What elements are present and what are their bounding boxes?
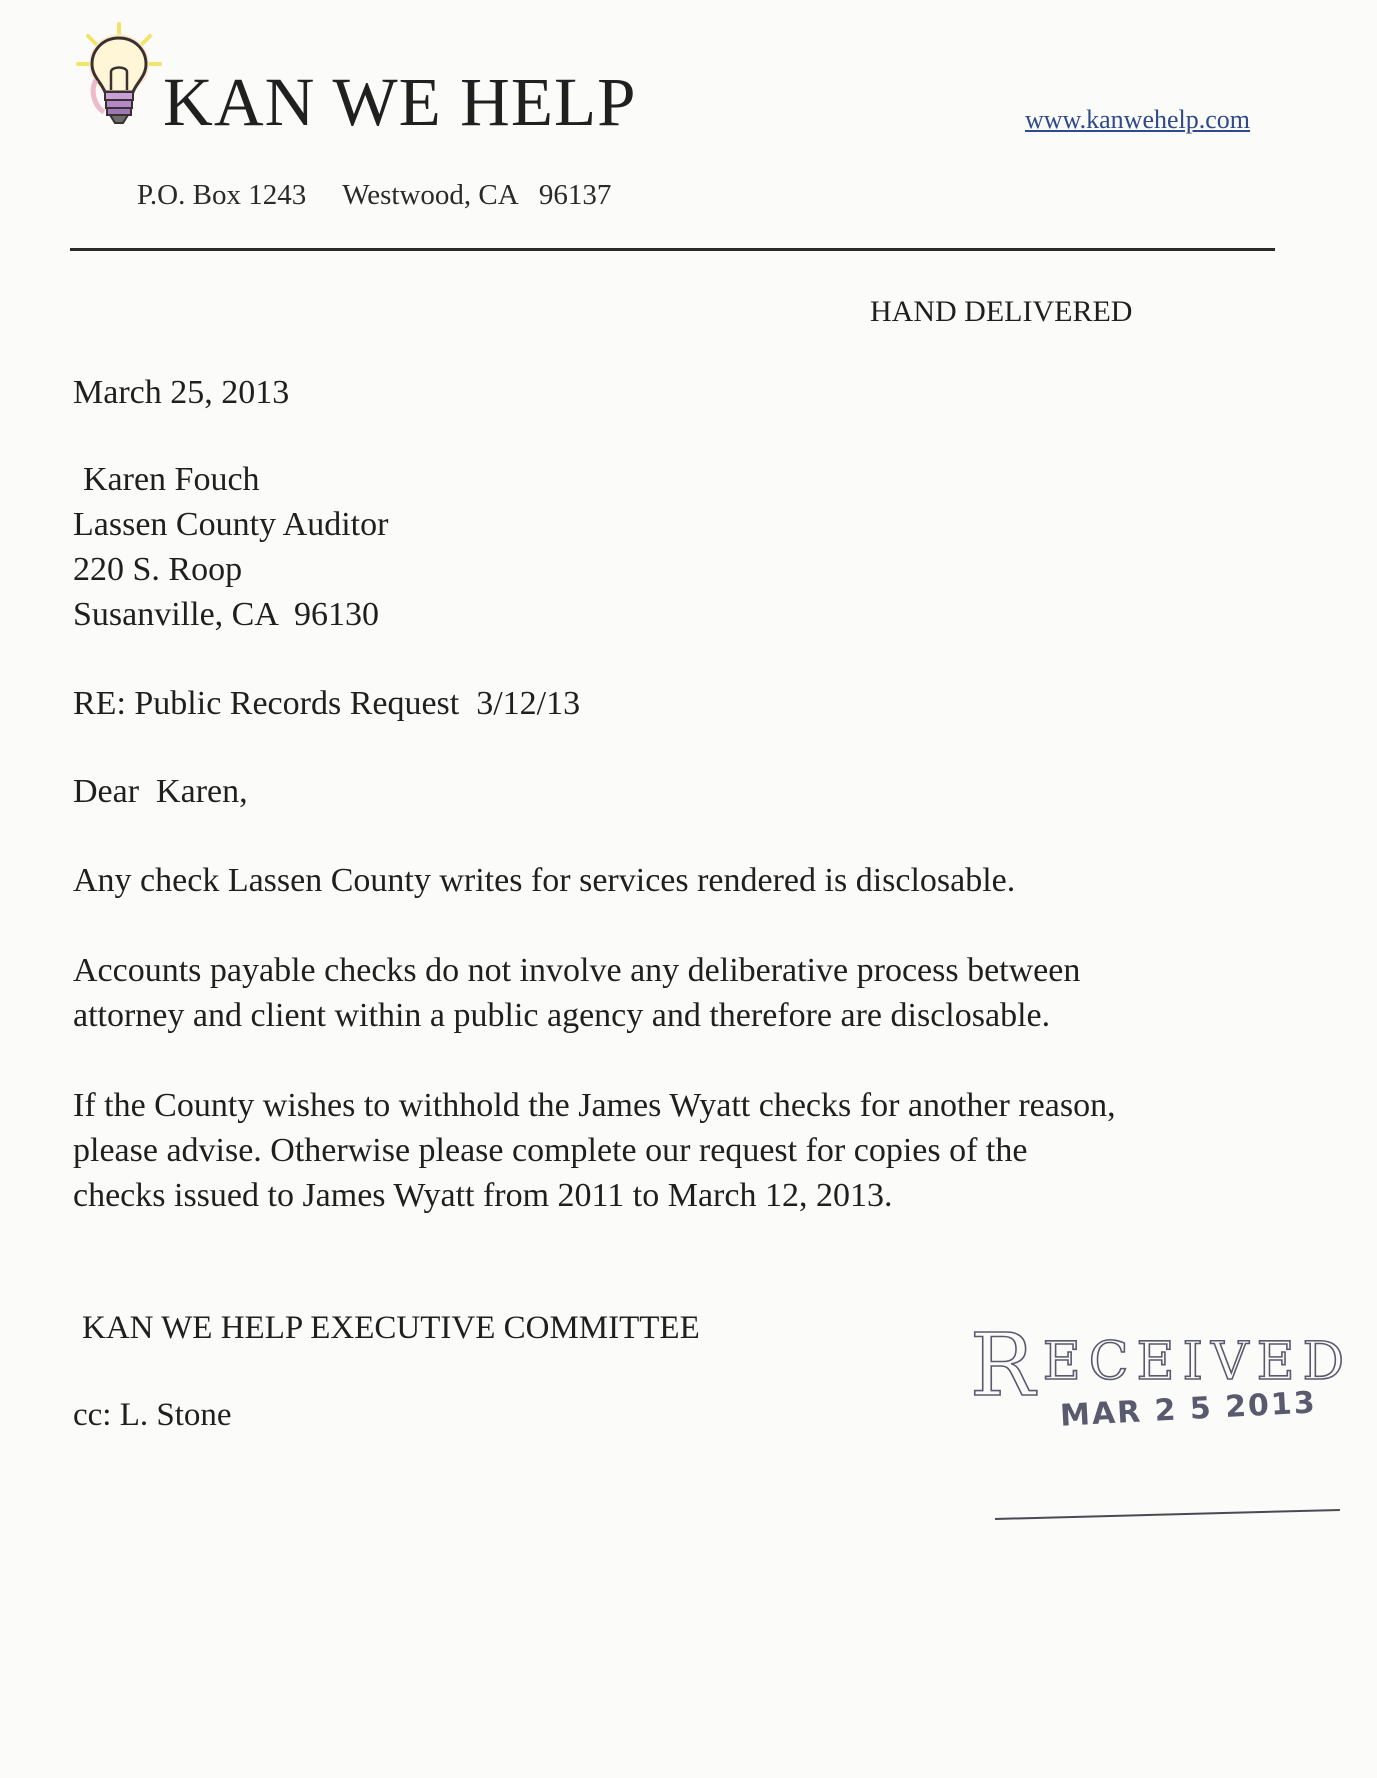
recipient-address [73,457,388,637]
paragraph-3-line-3: checks issued to James Wyatt from 2011 to March 12, 2013. [73,1177,893,1214]
paragraph-2 [73,948,1080,1038]
stamp-signature-line [995,1509,1340,1520]
po-box: P.O. Box 1243 [137,179,307,211]
salutation: Dear Karen, [73,773,248,810]
cc-line: cc: L. Stone [73,1397,232,1433]
paragraph-3-line-1: If the County wishes to withhold the James Wyatt checks for another reason, [73,1087,1116,1124]
received-stamp-initial: R [970,1316,1043,1416]
signature-block: KAN WE HELP EXECUTIVE COMMITTEE [82,1310,700,1346]
received-stamp [970,1300,1353,1460]
recipient-street: 220 S. Roop [73,551,243,588]
paragraph-2-line-2: attorney and client within a public agency and therefore are disclosable. [73,997,1051,1034]
delivery-note: HAND DELIVERED [870,295,1133,328]
website-link[interactable]: www.kanwehelp.com [1025,105,1251,134]
paragraph-1: Any check Lassen County writes for services rendered is disclosable. [73,862,1016,899]
paragraph-3 [73,1083,1116,1218]
recipient-city: Susanville, CA 96130 [73,596,380,633]
recipient-name: Karen Fouch [83,461,260,498]
paragraph-3-line-2: please advise. Otherwise please complete our request for copies of the [73,1132,1028,1169]
letterhead-address [137,178,611,212]
subject-line: RE: Public Records Request 3/12/13 [73,685,581,722]
received-stamp-date: MAR 2 5 2013 [1059,1385,1318,1434]
received-stamp-rest: ECEIVED [1042,1332,1353,1392]
letter-date: March 25, 2013 [73,374,290,411]
organization-name: KAN WE HELP [163,64,637,140]
letterhead-divider [70,248,1275,251]
paragraph-2-line-1: Accounts payable checks do not involve any deliberative process between [73,952,1081,989]
city-state-zip: Westwood, CA 96137 [342,179,612,211]
recipient-title: Lassen County Auditor [73,506,389,543]
lightbulb-icon [74,20,164,130]
